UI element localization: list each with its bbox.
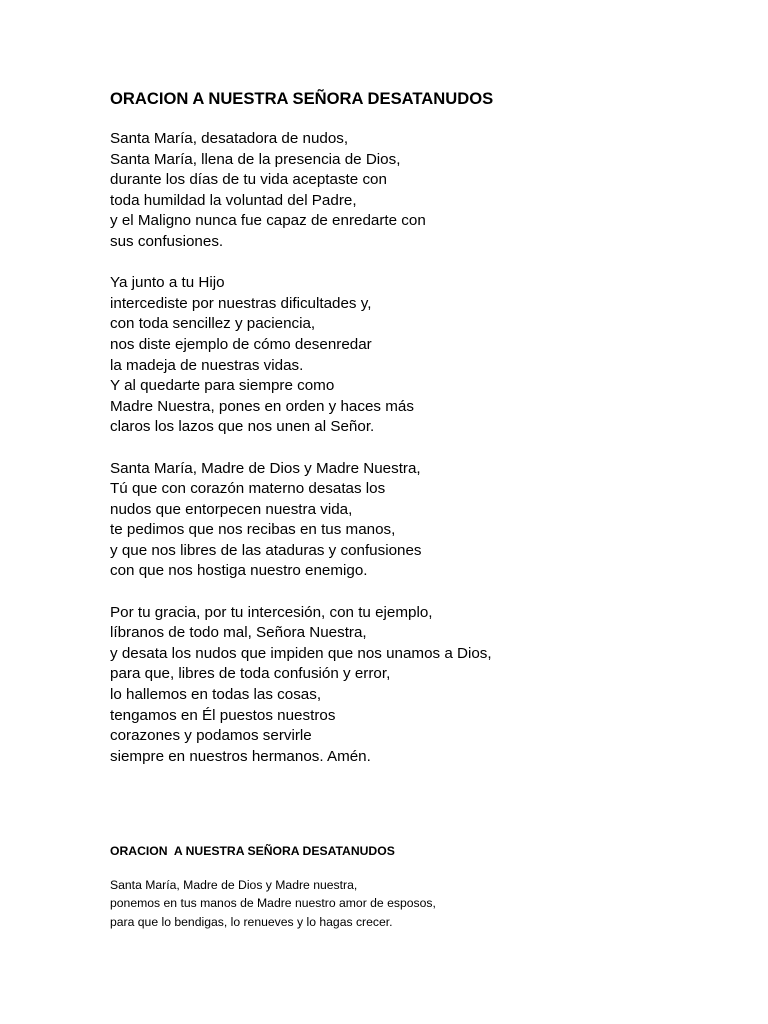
stanza-line: Ya junto a tu Hijo — [110, 274, 225, 292]
stanza-line: te pedimos que nos recibas en tus manos, — [110, 521, 396, 539]
stanza-3 — [110, 459, 750, 583]
stanza-line: y el Maligno nunca fue capaz de enredarte con — [110, 212, 426, 230]
prayer-2-line: ponemos en tus manos de Madre nuestro amor de esposos, — [110, 896, 436, 911]
stanza-line: la madeja de nuestras vidas. — [110, 356, 304, 374]
stanza-line: siempre en nuestros hermanos. Amén. — [110, 747, 371, 765]
stanza-1 — [110, 129, 750, 253]
stanza-line: Madre Nuestra, pones en orden y haces más — [110, 397, 414, 415]
stanza-line: y que nos libres de las ataduras y confusiones — [110, 541, 422, 559]
stanza-line: sus confusiones. — [110, 232, 224, 250]
stanza-line: con que nos hostiga nuestro enemigo. — [110, 562, 368, 580]
prayer-2 — [110, 842, 750, 931]
stanza-4 — [110, 603, 750, 768]
stanza-line: Por tu gracia, por tu intercesión, con tu ejemplo, — [110, 603, 433, 621]
stanza-line: toda humildad la voluntad del Padre, — [110, 191, 357, 209]
stanza-line: nudos que entorpecen nuestra vida, — [110, 500, 353, 518]
stanza-line: con toda sencillez y paciencia, — [110, 315, 316, 333]
stanza-line: y desata los nudos que impiden que nos unamos a Dios, — [110, 644, 492, 662]
stanza-line: tengamos en Él puestos nuestros — [110, 706, 336, 724]
stanza-line: Santa María, Madre de Dios y Madre Nuestra, — [110, 459, 421, 477]
stanza-line: Tú que con corazón materno desatas los — [110, 480, 386, 498]
stanza-line: para que, libres de toda confusión y error, — [110, 665, 391, 683]
stanza-line: claros los lazos que nos unen al Señor. — [110, 418, 375, 436]
stanza-line: durante los días de tu vida aceptaste con — [110, 171, 387, 189]
stanza-line: Y al quedarte para siempre como — [110, 377, 335, 395]
prayer-1-title: ORACION A NUESTRA SEÑORA DESATANUDOS — [110, 89, 494, 108]
stanza-line: nos diste ejemplo de cómo desenredar — [110, 335, 372, 353]
prayer-2-line: para que lo bendigas, lo renueves y lo hagas crecer. — [110, 914, 393, 929]
stanza-line: Santa María, desatadora de nudos, — [110, 130, 349, 147]
prayer-1 — [110, 88, 750, 788]
stanza-line: lo hallemos en todas las cosas, — [110, 686, 322, 704]
prayer-2-line: Santa María, Madre de Dios y Madre nuestra, — [110, 878, 358, 892]
stanza-line: corazones y podamos servirle — [110, 727, 312, 745]
prayer-2-title: ORACION A NUESTRA SEÑORA DESATANUDOS — [110, 844, 395, 858]
stanza-line: Santa María, llena de la presencia de Dios, — [110, 150, 401, 168]
stanza-line: líbranos de todo mal, Señora Nuestra, — [110, 624, 367, 642]
stanza-line: intercediste por nuestras dificultades y, — [110, 294, 372, 312]
stanza-2 — [110, 273, 750, 438]
